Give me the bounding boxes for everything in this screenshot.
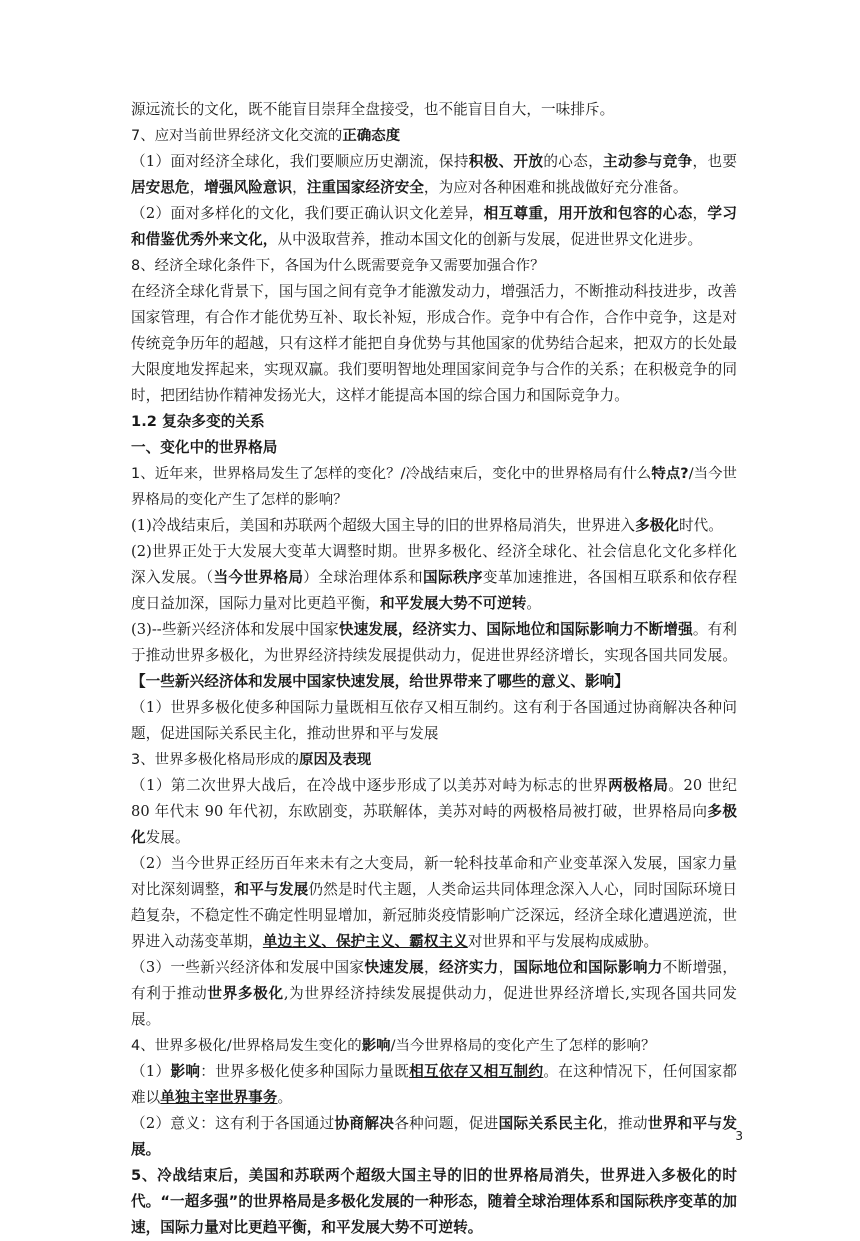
text-run: （2）面对多样化的文化，我们要正确认识文化差异， — [131, 205, 484, 222]
emphasis-text: 国际地位和国际影响力 — [513, 959, 663, 976]
body-paragraph — [131, 851, 737, 955]
text-run: ， — [424, 959, 439, 976]
text-run: ， — [189, 179, 205, 196]
emphasis-text: 世界多极化 — [207, 985, 284, 1002]
text-run: 。 — [277, 1089, 293, 1106]
body-paragraph — [131, 773, 737, 851]
emphasis-text: 主动参与竞争 — [603, 153, 693, 170]
emphasis-text: 世界和平与发展。 — [131, 1115, 738, 1158]
text-run: 源远流长的文化，既不能盲目崇拜全盘接受，也不能盲目自大，一味排斥。 — [131, 101, 615, 118]
body-paragraph — [131, 955, 737, 1033]
text-run: (3)--些新兴经济体和发展中国家 — [131, 621, 339, 638]
text-run: 。有利于推动世界多极化，为世界经济持续发展提供动力，促进世界经济增长，实现各国共同发展。 — [131, 621, 738, 664]
body-paragraph — [131, 97, 737, 123]
emphasis-text: 影响 — [170, 1063, 201, 1080]
section-heading — [131, 1033, 737, 1059]
body-paragraph — [131, 513, 737, 539]
emphasis-text: 多极化 — [635, 517, 680, 534]
text-run: 对世界和平与发展构成威胁。 — [467, 933, 659, 950]
emphasis-text: 注重国家经济安全 — [306, 179, 424, 196]
text-run: ，也要 — [692, 153, 738, 170]
text-run: 不断增强，有利于推动 — [131, 959, 737, 1002]
text-run: （3）一些新兴经济体和发展中国家 — [131, 959, 365, 976]
body-paragraph — [131, 695, 737, 747]
text-run: 5、冷战结束后，美国和苏联两个超级大国主导的旧的世界格局消失，世界进入多极化的时代。“一超多强”的世界格局是多极化发展的一种形态，随着全球治理体系和国际秩序变革的加速，国际力量对比更趋平衡，和平发展大势不可逆转。 — [131, 1167, 737, 1236]
text-run: ，推动 — [603, 1115, 648, 1132]
emphasis-text: 【一些新兴经济体和发展中国家快速发展，给世界带来了哪些的 — [131, 673, 542, 690]
text-run: 8、经济全球化条件下，各国为什么既需要竞争又需要加强合作？ — [131, 258, 545, 274]
section-heading — [131, 1163, 737, 1241]
body-paragraph — [131, 1059, 737, 1111]
text-run: 1、近年来，世界格局发生了怎样的变化？/冷战结束后，变化中的世界格局有什么 — [131, 466, 652, 482]
text-run: 时代。 — [679, 517, 723, 534]
text-run: （1） — [131, 1063, 171, 1080]
text-run: ，为应对各种困难和挑战做好充分准备。 — [423, 179, 688, 196]
emphasis-text: 原因及表现 — [299, 752, 372, 768]
emphasis-text: 居安思危 — [131, 179, 190, 196]
text-run: 。在这种情况下，任何国家都难以 — [131, 1063, 738, 1106]
text-run: （2）当今世界正经历百年来未有之大变局，新一轮科技革命和产业变革深入发展，国家力量对比深刻调整， — [131, 855, 737, 898]
section-heading — [131, 461, 737, 513]
emphasis-text: 正确态度 — [342, 128, 401, 144]
emphasis-text: 特点? — [651, 466, 689, 482]
emphasis-text: 协商解决 — [334, 1115, 395, 1132]
emphasis-text: 增强风险意识 — [204, 179, 293, 196]
emphasis-text: 快速发展，经济实力、国际地位和国际影响力不断增强 — [338, 621, 693, 638]
text-run: 。20 世纪 80 年代末 90 年代初，东欧剧变，苏联解体，美苏对峙的两极格局被打破，世界格局向 — [131, 777, 738, 820]
section-heading — [131, 747, 737, 773]
emphasis-text: 两极格局 — [608, 777, 669, 794]
body-paragraph — [131, 539, 737, 617]
text-run: ）全球治理体系和 — [303, 569, 424, 586]
document-body — [131, 97, 737, 1241]
text-run: 发展。 — [145, 829, 190, 846]
emphasis-text: 当今世界格局 — [213, 569, 304, 586]
emphasis-text: 学习和借鉴优秀外来文化， — [131, 205, 737, 248]
text-run: (2)世界正处于大发展大变革大调整时期。世界多极化、经济全球化、社会信息化文化多样化深入发展。（ — [131, 543, 737, 586]
body-paragraph — [131, 279, 737, 409]
text-run: （1）面对经济全球化，我们要顺应历史潮流，保持 — [131, 153, 469, 170]
body-paragraph — [131, 617, 737, 695]
body-paragraph — [131, 1111, 737, 1163]
emphasis-text: 和平发展大势不可逆转 — [379, 595, 527, 612]
text-run: ， — [292, 179, 307, 196]
text-run: （1）世界多极化使多种国际力量既相互依存又相互制约。这有利于各国通过协商解决各种问题，促进国际关系民主化，推动世界和平与发展 — [131, 699, 737, 742]
text-run: ， — [692, 205, 708, 222]
emphasis-text: 单边主义、保护主义、霸权主义 — [262, 933, 468, 950]
text-run: 从中汲取营养，推动本国文化的创新与发展，促进世界文化进步。 — [277, 231, 703, 248]
emphasis-text: 】 — [614, 673, 629, 690]
emphasis-text: 相互尊重，用开放和包容的心态 — [483, 205, 693, 222]
text-run: 仍然是时代主题，人类命运共同体理念深入人心，同时国际环境日趋复杂，不稳定性不确定性明显增加，新冠肺炎疫情影响广泛深远，经济全球化遭遇逆流，世界进入动荡变革期， — [131, 881, 737, 950]
text-run: 在经济全球化背景下，国与国之间有竞争才能激发动力，增强活力，不断推动科技进步，改善国家管理，有合作才能优势互补、取长补短，形成合作。竞争中有合作，合作中竞争，这是对传统竞争历年的超越，只有这样才能把自身优势与其他国家的优势结合起来，把双方的长处最大限度地发挥起来，实现双赢。我们要明智地处理国家间竞争与合作的关系；在积极竞争的同时，把团结协作精神发扬光大，这样才能提高本国的综合国力和国际竞争力。 — [131, 283, 737, 404]
section-heading — [131, 253, 737, 279]
emphasis-text: 国际关系民主化 — [498, 1115, 604, 1132]
text-run: ：世界多极化使多种国际力量既 — [200, 1063, 410, 1080]
text-run: /当今世界格局的变化产生了怎样的影响？ — [390, 1038, 656, 1054]
emphasis-text: 经济实力 — [438, 959, 499, 976]
body-paragraph — [131, 201, 737, 253]
text-run: 4、世界多极化/世界格局发生变化的 — [131, 1038, 362, 1054]
emphasis-text: 意义、影响 — [541, 673, 615, 690]
section-heading — [131, 123, 737, 149]
section-heading — [131, 435, 737, 461]
text-run: 一、变化中的世界格局 — [131, 439, 278, 456]
emphasis-text: 国际秩序 — [423, 569, 483, 586]
text-run: 3、世界多极化格局形成的 — [131, 752, 300, 768]
emphasis-text: 快速发展 — [364, 959, 425, 976]
page-number: 3 — [735, 1129, 743, 1143]
text-run: （2）意义：这有利于各国通过 — [131, 1115, 335, 1132]
text-run: （1）第二次世界大战后，在冷战中逐步形成了以美苏对峙为标志的世界 — [131, 777, 609, 794]
body-paragraph — [131, 149, 737, 201]
text-run: 各种问题，促进 — [394, 1115, 499, 1132]
text-run: 的心态， — [543, 153, 604, 170]
text-run: 7、应对当前世界经济文化交流的 — [131, 128, 343, 144]
emphasis-text: 相互依存又相互制约 — [409, 1063, 544, 1080]
emphasis-text: 积极、开放 — [468, 153, 544, 170]
text-run: (1)冷战结束后，美国和苏联两个超级大国主导的旧的世界格局消失，世界进入 — [131, 517, 636, 534]
text-run: 1.2 复杂多变的关系 — [131, 413, 265, 430]
text-run: /当今世界格局的变化产生了怎样的影响？ — [131, 466, 737, 508]
emphasis-text: 多极化 — [131, 803, 737, 846]
emphasis-text: 和平与发展 — [234, 881, 309, 898]
emphasis-text: 影响 — [361, 1038, 391, 1054]
text-run: 变革加速推进，各国相互联系和依存程度日益加深，国际力量对比更趋平衡， — [131, 569, 737, 612]
text-run: ， — [498, 959, 514, 976]
emphasis-text: 单独主宰世界事务 — [160, 1089, 278, 1106]
text-run: ,为世界经济持续发展提供动力，促进世界经济增长,实现各国共同发展。 — [131, 985, 737, 1028]
section-heading — [131, 409, 737, 435]
text-run: 。 — [526, 595, 542, 612]
